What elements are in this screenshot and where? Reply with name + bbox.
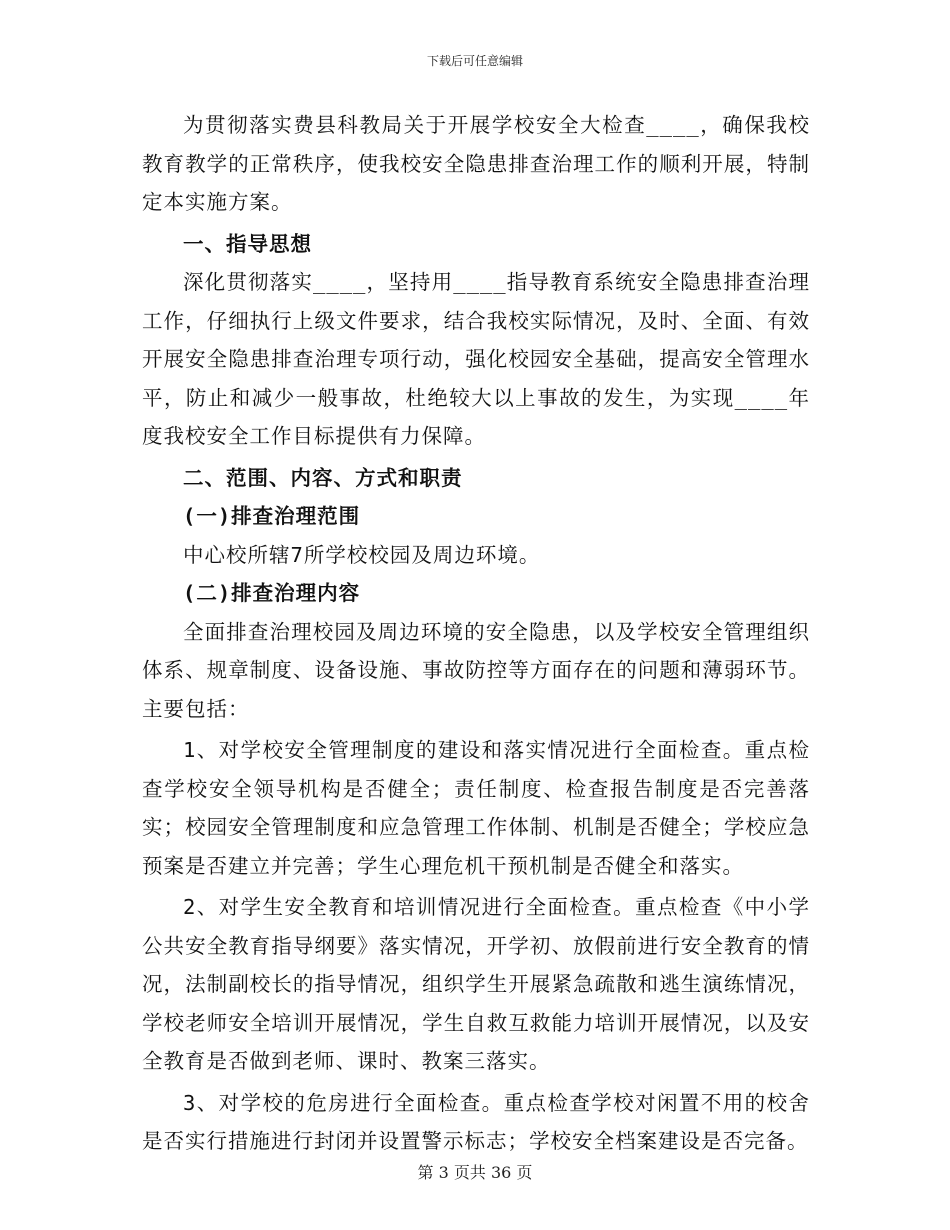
subsection-heading-range: (一)排查治理范围 <box>183 504 361 528</box>
page-header: 下载后可任意编辑 <box>426 54 523 68</box>
range-paragraph: 中心校所辖7所学校校园及周边环境。 <box>183 542 541 567</box>
document-body <box>142 106 810 1161</box>
section-heading-guiding-ideology: 一、指导思想 <box>183 231 312 256</box>
page-footer: 第 3 页共 36 页 <box>417 1163 533 1182</box>
guiding-ideology-paragraph: 深化贯彻落实____，坚持用____指导教育系统安全隐患排查治理工作，仔细执行上级文件要求，结合我校实际情况，及时、全面、有效开展安全隐患排查治理专项行动，强化校园安全基础，提高安全管理水平，防止和减少一般事故，杜绝较大以上事故的发生，为实现____年度我校安全工作目标提供有力保障。 <box>142 270 810 448</box>
item-paragraph-1: 1、对学校安全管理制度的建设和落实情况进行全面检查。重点检查学校安全领导机构是否健全；责任制度、检查报告制度是否完善落实；校园安全管理制度和应急管理工作体制、机制是否健全；学校应急预案是否建立并完善；学生心理危机干预机制是否健全和落实。 <box>142 738 810 878</box>
content-paragraph: 全面排查治理校园及周边环境的安全隐患，以及学校安全管理组织体系、规章制度、设备设施、事故防控等方面存在的问题和薄弱环节。主要包括： <box>142 619 810 721</box>
section-heading-scope: 二、范围、内容、方式和职责 <box>183 465 463 490</box>
subsection-heading-content: (二)排查治理内容 <box>183 581 361 605</box>
intro-paragraph: 为贯彻落实费县科教局关于开展学校安全大检查____，确保我校教育教学的正常秩序，使我校安全隐患排查治理工作的顺利开展，特制定本实施方案。 <box>142 113 810 214</box>
item-paragraph-3: 3、对学校的危房进行全面检查。重点检查学校对闲置不用的校舍是否实行措施进行封闭并设置警示标志；学校安全档案建设是否完备。 <box>142 1090 810 1153</box>
item-paragraph-2: 2、对学生安全教育和培训情况进行全面检查。重点检查《中小学公共安全教育指导纲要》落实情况，开学初、放假前进行安全教育的情况，法制副校长的指导情况，组织学生开展紧急疏散和逃生演练情况，学校老师安全培训开展情况，学生自救互救能力培训开展情况，以及安全教育是否做到老师、课时、教案三落实。 <box>142 895 810 1073</box>
